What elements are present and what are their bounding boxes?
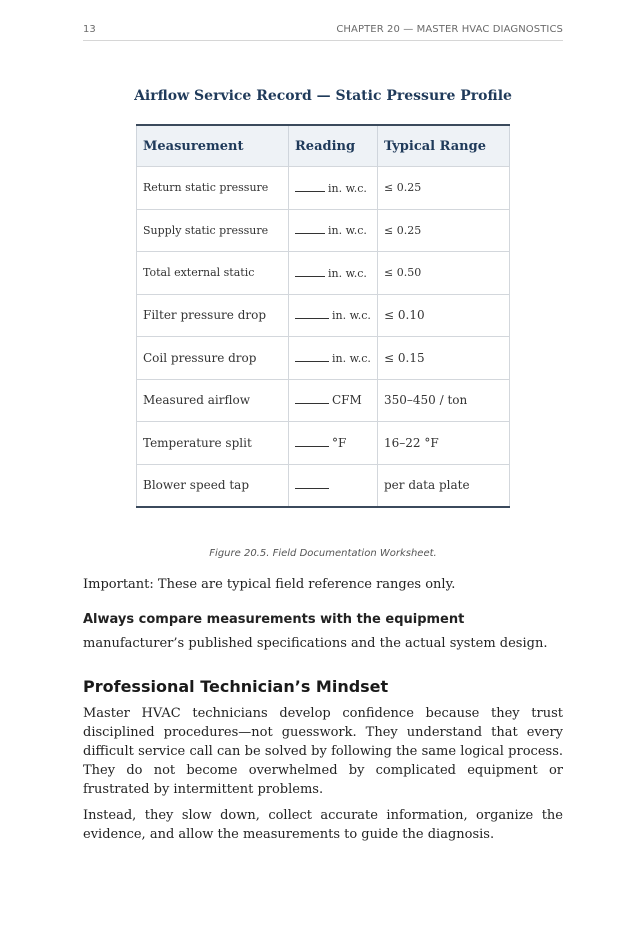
reading-unit: in. w.c. xyxy=(328,224,367,238)
table-row xyxy=(137,464,510,507)
measurement-cell: Supply static pressure xyxy=(137,209,289,252)
reading-blank-line xyxy=(295,308,329,319)
table-row xyxy=(137,252,510,295)
reading-unit: °F xyxy=(332,435,347,450)
reading-cell xyxy=(289,337,378,380)
mindset-paragraph: Master HVAC technicians develop confidence because they trust disciplined procedures—not guesswork. They understand that every difficult service call can be solved by following the same logical process. They do not become overwhelmed by complicated equipment or frustrated by intermittent problems. xyxy=(83,706,563,797)
reading-blank-line xyxy=(295,436,329,447)
section-title: Professional Technician’s Mindset xyxy=(83,677,389,696)
reading-blank-line xyxy=(295,393,329,404)
table-row xyxy=(137,337,510,380)
range-cell: ≤ 0.10 xyxy=(378,294,510,337)
table-row xyxy=(137,167,510,210)
table-row xyxy=(137,379,510,422)
range-cell: 16–22 °F xyxy=(378,422,510,465)
range-cell: ≤ 0.15 xyxy=(378,337,510,380)
reading-cell xyxy=(289,209,378,252)
range-cell: ≤ 0.50 xyxy=(378,252,510,295)
table-row xyxy=(137,422,510,465)
reading-cell xyxy=(289,464,378,507)
measurement-cell: Measured airflow xyxy=(137,379,289,422)
measurement-cell: Blower speed tap xyxy=(137,464,289,507)
reading-blank-line xyxy=(295,181,325,192)
reading-unit: in. w.c. xyxy=(332,309,371,323)
measurement-cell: Coil pressure drop xyxy=(137,337,289,380)
table-row xyxy=(137,294,510,337)
reading-cell xyxy=(289,422,378,465)
reading-blank-line xyxy=(295,478,329,489)
page-header xyxy=(83,22,563,41)
measurement-cell: Temperature split xyxy=(137,422,289,465)
measurement-cell: Return static pressure xyxy=(137,167,289,210)
page-number: 13 xyxy=(83,24,96,35)
range-cell: 350–450 / ton xyxy=(378,379,510,422)
table-title: Airflow Service Record — Static Pressure Profile xyxy=(134,88,512,104)
range-cell: ≤ 0.25 xyxy=(378,167,510,210)
reading-unit: CFM xyxy=(332,393,362,408)
reading-cell xyxy=(289,294,378,337)
reading-blank-line xyxy=(295,223,325,234)
reading-blank-line xyxy=(295,266,325,277)
reading-blank-line xyxy=(295,351,329,362)
running-head: CHAPTER 20 — MASTER HVAC DIAGNOSTICS xyxy=(336,24,563,35)
important-note: Important: These are typical field reference ranges only. xyxy=(83,577,456,592)
table-header-row xyxy=(137,125,510,167)
reading-unit: in. w.c. xyxy=(328,181,367,195)
range-cell: ≤ 0.25 xyxy=(378,209,510,252)
reading-unit: in. w.c. xyxy=(332,351,371,365)
measurement-cell: Total external static xyxy=(137,252,289,295)
reading-unit: in. w.c. xyxy=(328,266,367,280)
always-compare-heading: Always compare measurements with the equipment xyxy=(83,612,465,627)
reading-cell xyxy=(289,252,378,295)
column-header-reading: Reading xyxy=(289,125,378,167)
column-header-measurement: Measurement xyxy=(137,125,289,167)
instead-paragraph: Instead, they slow down, collect accurate information, organize the evidence, and allow the measurements to guide the diagnosis. xyxy=(83,808,563,842)
reading-cell xyxy=(289,167,378,210)
range-cell: per data plate xyxy=(378,464,510,507)
reading-cell xyxy=(289,379,378,422)
table-row xyxy=(137,209,510,252)
airflow-worksheet-table xyxy=(136,124,510,508)
measurement-cell: Filter pressure drop xyxy=(137,294,289,337)
always-compare-body: manufacturer’s published specifications and the actual system design. xyxy=(83,636,548,651)
column-header-typical-range: Typical Range xyxy=(378,125,510,167)
figure-caption: Figure 20.5. Field Documentation Worksheet. xyxy=(209,548,437,559)
